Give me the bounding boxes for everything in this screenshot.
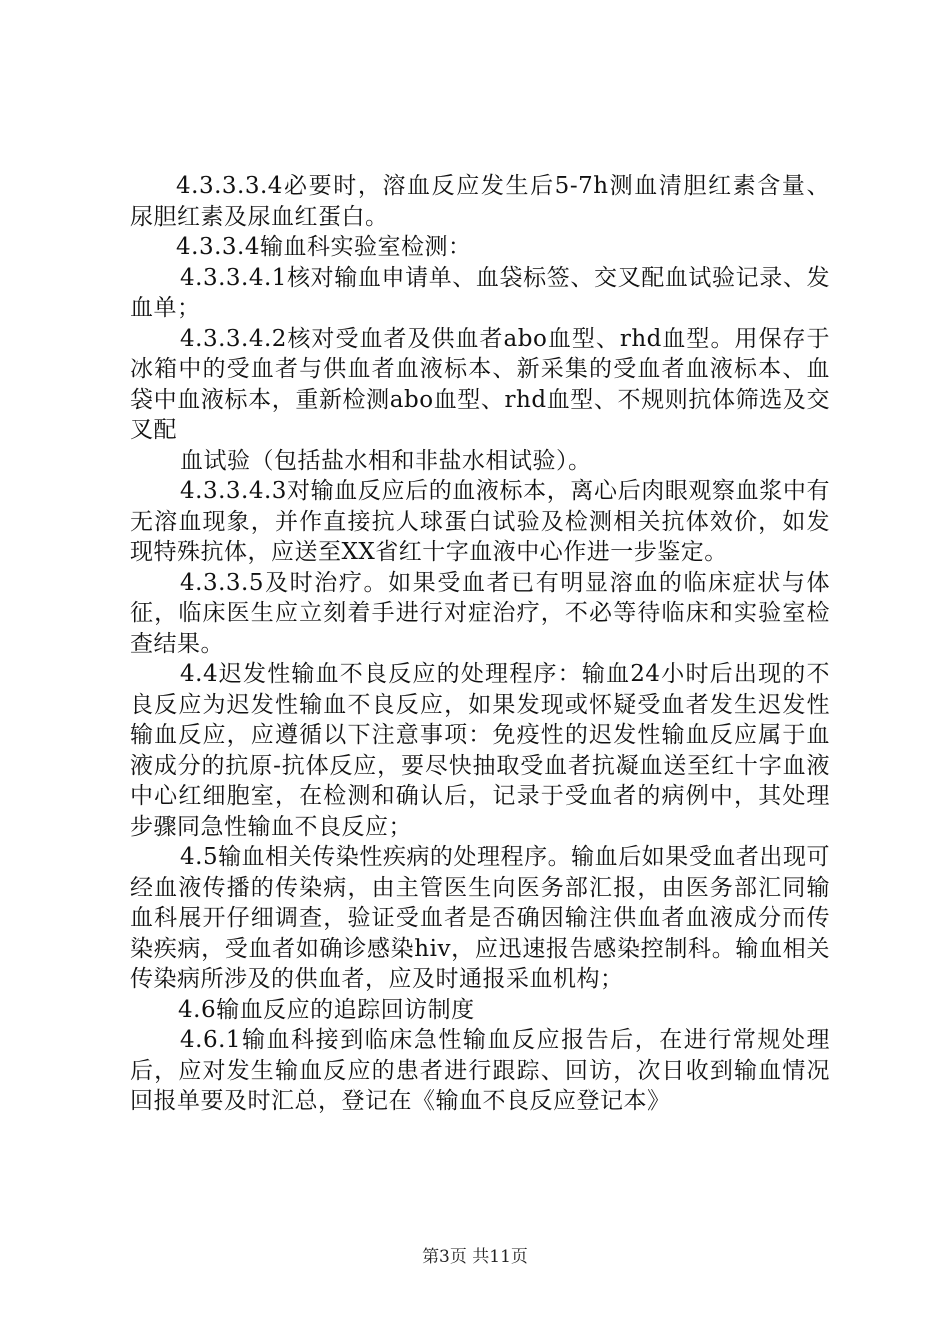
paragraph-4-3-3-4-3: 4.3.3.4.3对输血反应后的血液标本，离心后肉眼观察血浆中有无溶血现象，并作直接抗人球蛋白试验及检测相关抗体效价，如发现特殊抗体，应送至XX省红十字血液中心作进一步鉴定。 [130, 478, 830, 565]
paragraph-4-6: 4.6输血反应的追踪回访制度 [178, 996, 475, 1023]
paragraph-continuation: 血试验（包括盐水相和非盐水相试验）。 [180, 447, 592, 474]
paragraph-4-5: 4.5输血相关传染性疾病的处理程序。输血后如果受血者出现可经血液传播的传染病，由主管医生向医务部汇报，由医务部汇同输血科展开仔细调查，验证受血者是否确因输注供血者血液成分而传染疾病，受血者如确诊感染hiv，应迅速报告感染控制科。输血相关传染病所涉及的供血者，应及时通报采血机构； [130, 844, 830, 992]
page-footer: 第3页 共11页 [422, 1247, 528, 1267]
paragraph-4-3-3-4-1: 4.3.3.4.1核对输血申请单、血袋标签、交叉配血试验记录、发血单； [130, 264, 830, 321]
paragraph-4-3-3-3-4: 4.3.3.3.4必要时，溶血反应发生后5-7h测血清胆红素含量、尿胆红素及尿血红蛋白。 [130, 173, 830, 230]
paragraph-4-3-3-5: 4.3.3.5及时治疗。如果受血者已有明显溶血的临床症状与体征，临床医生应立刻着手进行对症治疗，不必等待临床和实验室检查结果。 [130, 569, 830, 657]
paragraph-4-4: 4.4迟发性输血不良反应的处理程序：输血24小时后出现的不良反应为迟发性输血不良反应，如果发现或怀疑受血者发生迟发性输血反应，应遵循以下注意事项：免疫性的迟发性输血反应属于血液成分的抗原-抗体反应，要尽快抽取受血者抗凝血送至红十字血液中心红细胞室，在检测和确认后，记录于受血者的病例中，其处理步骤同急性输血不良反应； [130, 661, 830, 840]
paragraph-4-6-1: 4.6.1输血科接到临床急性输血反应报告后，在进行常规处理后，应对发生输血反应的患者进行跟踪、回访，次日收到输血情况回报单要及时汇总，登记在《输血不良反应登记本》 [130, 1027, 830, 1114]
paragraph-4-3-3-4: 4.3.3.4输血科实验室检测： [176, 234, 472, 260]
document-body [130, 171, 830, 1117]
paragraph-4-3-3-4-2: 4.3.3.4.2核对受血者及供血者abo血型、rhd血型。用保存于冰箱中的受血者与供血者血液标本、新采集的受血者血液标本、血袋中血液标本，重新检测abo血型、rhd血型、不规则抗体筛选及交叉配 [130, 325, 830, 443]
